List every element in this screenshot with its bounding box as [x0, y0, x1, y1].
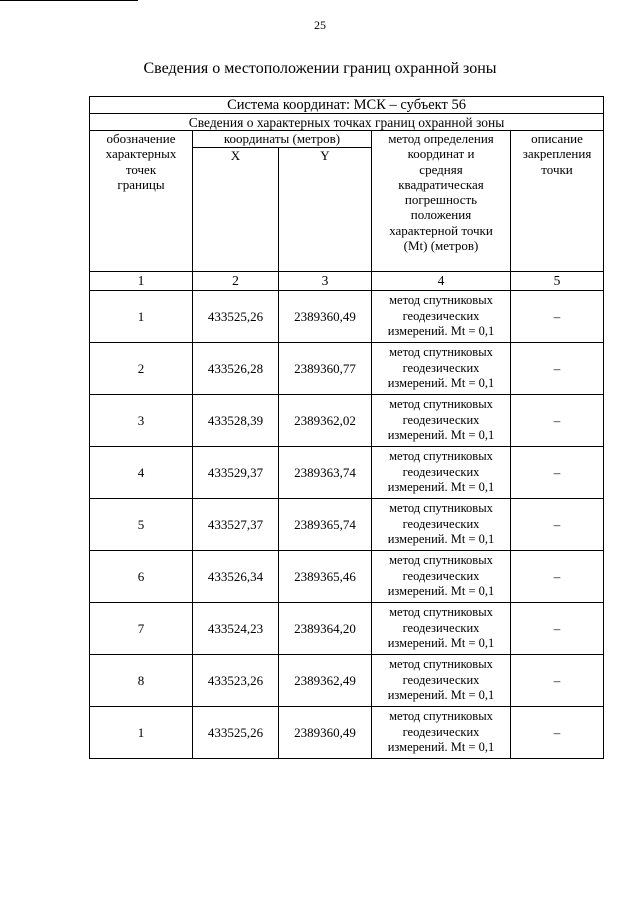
- method-line: метод спутниковых: [389, 345, 493, 360]
- method-line: метод спутниковых: [389, 293, 493, 308]
- method-line: геодезических: [402, 620, 480, 635]
- page-title: Сведения о местоположении границ охранной зоны: [143, 60, 497, 77]
- table-row: [90, 707, 604, 759]
- column-number: 5: [511, 272, 604, 291]
- method-line: измерений. Mt = 0,1: [387, 688, 495, 703]
- method-line: метод спутниковых: [389, 709, 493, 724]
- table-row: [90, 343, 604, 395]
- method-cell: [372, 655, 511, 707]
- header-x: X: [193, 148, 279, 272]
- description-cell: –: [511, 551, 604, 603]
- point-id: 3: [90, 395, 193, 447]
- description-cell: –: [511, 603, 604, 655]
- method-line: метод спутниковых: [389, 501, 493, 516]
- coord-y: 2389360,49: [279, 291, 372, 343]
- method-cell: [372, 447, 511, 499]
- point-id: 7: [90, 603, 193, 655]
- method-line: измерений. Mt = 0,1: [387, 428, 495, 443]
- method-cell: [372, 343, 511, 395]
- coord-x: 433527,37: [193, 499, 279, 551]
- method-cell: [372, 395, 511, 447]
- header-y: Y: [279, 148, 372, 272]
- method-line: геодезических: [402, 568, 480, 583]
- column-number: 3: [279, 272, 372, 291]
- table-row: [90, 447, 604, 499]
- method-line: измерений. Mt = 0,1: [387, 636, 495, 651]
- point-id: 1: [90, 707, 193, 759]
- column-numbers-row: [90, 272, 604, 291]
- table-row: [90, 551, 604, 603]
- coord-x: 433526,34: [193, 551, 279, 603]
- coord-y: 2389360,49: [279, 707, 372, 759]
- method-cell: [372, 499, 511, 551]
- method-line: геодезических: [402, 516, 480, 531]
- coordinate-system: Система координат: МСК – субъект 56: [90, 97, 604, 114]
- method-line: измерений. Mt = 0,1: [387, 532, 495, 547]
- method-line: метод спутниковых: [389, 449, 493, 464]
- table-row: [90, 395, 604, 447]
- method-line: измерений. Mt = 0,1: [387, 324, 495, 339]
- method-cell: [372, 291, 511, 343]
- column-number: 1: [90, 272, 193, 291]
- method-line: метод спутниковых: [389, 553, 493, 568]
- method-line: геодезических: [402, 412, 480, 427]
- point-id: 8: [90, 655, 193, 707]
- method-cell: [372, 603, 511, 655]
- method-line: метод спутниковых: [389, 397, 493, 412]
- table-row: [90, 655, 604, 707]
- table-row: [90, 603, 604, 655]
- method-line: геодезических: [402, 724, 480, 739]
- table-row: [90, 499, 604, 551]
- method-line: метод спутниковых: [389, 657, 493, 672]
- point-id: 6: [90, 551, 193, 603]
- point-id: 2: [90, 343, 193, 395]
- table-subtitle-row: [90, 114, 604, 131]
- method-cell: [372, 551, 511, 603]
- description-cell: –: [511, 291, 604, 343]
- column-number: 2: [193, 272, 279, 291]
- table-row: [90, 291, 604, 343]
- point-id: 1: [90, 291, 193, 343]
- header-description: описание закрепления точки: [511, 131, 604, 272]
- coord-x: 433525,26: [193, 291, 279, 343]
- header-row: [90, 131, 604, 148]
- description-cell: –: [511, 655, 604, 707]
- coord-y: 2389362,02: [279, 395, 372, 447]
- coord-x: 433523,26: [193, 655, 279, 707]
- top-rule: [0, 0, 138, 1]
- method-line: измерений. Mt = 0,1: [387, 584, 495, 599]
- description-cell: –: [511, 707, 604, 759]
- method-line: измерений. Mt = 0,1: [387, 480, 495, 495]
- header-method: метод определения координат и средняя квадратическая погрешность положения характерной точки (Mt) (метров): [372, 131, 511, 272]
- table-subtitle: Сведения о характерных точках границ охранной зоны: [90, 114, 604, 131]
- coord-x: 433529,37: [193, 447, 279, 499]
- boundary-points-table: [89, 96, 604, 759]
- points-body: [90, 291, 604, 759]
- method-line: метод спутниковых: [389, 605, 493, 620]
- coord-y: 2389365,74: [279, 499, 372, 551]
- method-line: геодезических: [402, 464, 480, 479]
- coord-x: 433528,39: [193, 395, 279, 447]
- coord-x: 433524,23: [193, 603, 279, 655]
- header-designation: обозначение характерных точек границы: [90, 131, 193, 272]
- method-line: геодезических: [402, 360, 480, 375]
- description-cell: –: [511, 447, 604, 499]
- header-coordinates: координаты (метров): [193, 131, 372, 148]
- description-cell: –: [511, 395, 604, 447]
- point-id: 4: [90, 447, 193, 499]
- method-line: геодезических: [402, 672, 480, 687]
- coord-y: 2389363,74: [279, 447, 372, 499]
- coordinate-system-row: [90, 97, 604, 114]
- coord-x: 433526,28: [193, 343, 279, 395]
- coord-y: 2389362,49: [279, 655, 372, 707]
- column-number: 4: [372, 272, 511, 291]
- method-cell: [372, 707, 511, 759]
- coord-y: 2389364,20: [279, 603, 372, 655]
- method-line: измерений. Mt = 0,1: [387, 376, 495, 391]
- coord-y: 2389360,77: [279, 343, 372, 395]
- method-line: измерений. Mt = 0,1: [387, 740, 495, 755]
- point-id: 5: [90, 499, 193, 551]
- coord-x: 433525,26: [193, 707, 279, 759]
- method-line: геодезических: [402, 308, 480, 323]
- description-cell: –: [511, 499, 604, 551]
- description-cell: –: [511, 343, 604, 395]
- page-number: 25: [314, 18, 326, 32]
- coord-y: 2389365,46: [279, 551, 372, 603]
